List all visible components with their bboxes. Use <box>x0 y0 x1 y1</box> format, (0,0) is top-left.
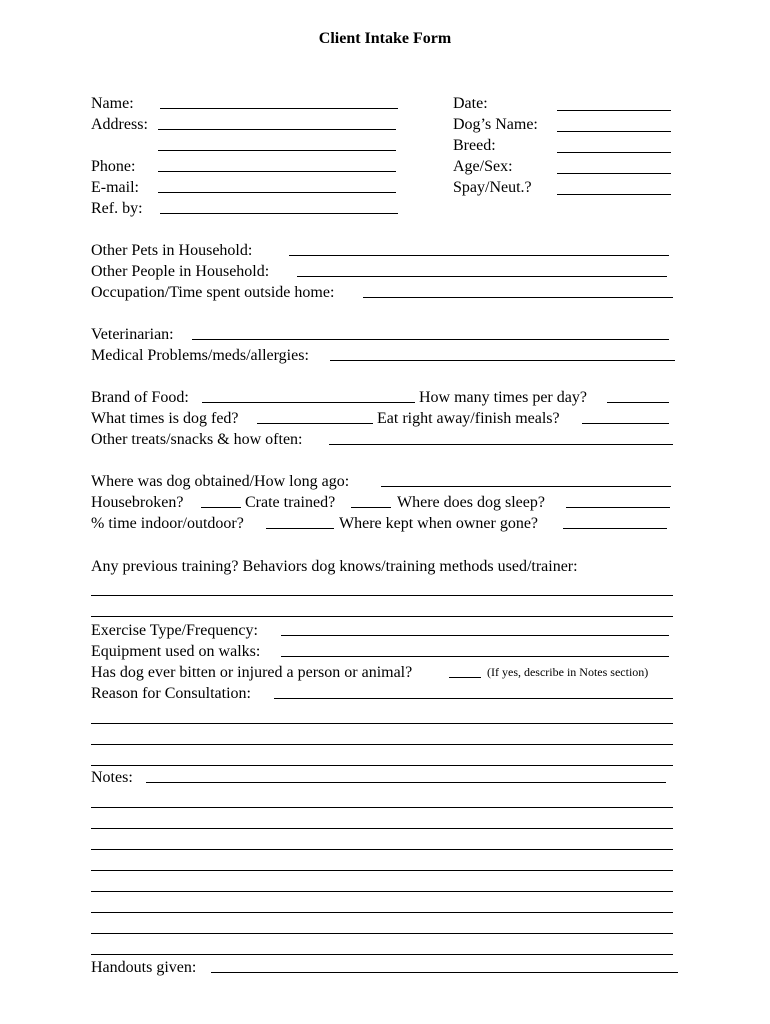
address-field-2[interactable] <box>158 135 396 151</box>
bitten-label: Has dog ever bitten or injured a person or animal? <box>91 664 413 681</box>
indoor-outdoor-label: % time indoor/outdoor? <box>91 515 244 532</box>
notes-line-6[interactable] <box>91 897 673 913</box>
sleep-field[interactable] <box>566 492 670 508</box>
obtained-label: Where was dog obtained/How long ago: <box>91 473 350 490</box>
reason-field[interactable] <box>274 683 673 699</box>
notes-line-3[interactable] <box>91 834 673 850</box>
treats-label: Other treats/snacks & how often: <box>91 431 303 448</box>
obtained-row <box>91 471 349 492</box>
veterinarian-label: Veterinarian: <box>91 326 174 343</box>
housebroken-field[interactable] <box>201 492 241 508</box>
medical-field[interactable] <box>330 345 675 361</box>
medical-row <box>91 345 309 366</box>
dog-name-field[interactable] <box>557 116 671 132</box>
other-people-row <box>91 261 269 282</box>
notes-row <box>91 767 133 788</box>
equipment-field[interactable] <box>281 641 669 657</box>
medical-label: Medical Problems/meds/allergies: <box>91 347 309 364</box>
spay-neut-label: Spay/Neut.? <box>453 179 532 196</box>
reason-line-2[interactable] <box>91 729 673 745</box>
email-row <box>91 177 139 198</box>
handouts-row <box>91 957 196 978</box>
kept-when-gone-label: Where kept when owner gone? <box>339 515 539 532</box>
kept-when-gone-field[interactable] <box>563 513 667 529</box>
reason-label: Reason for Consultation: <box>91 685 251 702</box>
exercise-field[interactable] <box>281 620 669 636</box>
handouts-field[interactable] <box>211 957 678 973</box>
age-sex-field[interactable] <box>557 158 671 174</box>
bitten-note: (If yes, describe in Notes section) <box>487 665 649 679</box>
brand-food-label: Brand of Food: <box>91 389 189 406</box>
crate-trained-field[interactable] <box>351 492 391 508</box>
phone-label: Phone: <box>91 158 136 175</box>
name-label: Name: <box>91 95 134 112</box>
veterinarian-field[interactable] <box>192 324 669 340</box>
notes-line-1[interactable] <box>91 792 673 808</box>
email-label: E-mail: <box>91 179 139 196</box>
notes-label: Notes: <box>91 769 133 786</box>
obtained-field[interactable] <box>381 471 671 487</box>
times-per-day-field[interactable] <box>607 387 669 403</box>
bitten-field[interactable] <box>449 662 481 678</box>
exercise-row <box>91 620 258 641</box>
notes-line-4[interactable] <box>91 855 673 871</box>
other-people-field[interactable] <box>297 261 667 277</box>
equipment-row <box>91 641 260 662</box>
notes-field[interactable] <box>146 767 666 783</box>
occupation-row <box>91 282 334 303</box>
indoor-row <box>91 513 539 534</box>
date-field[interactable] <box>557 95 671 111</box>
brand-food-field[interactable] <box>202 387 415 403</box>
occupation-field[interactable] <box>363 282 673 298</box>
reason-line-3[interactable] <box>91 750 673 766</box>
other-pets-field[interactable] <box>289 240 669 256</box>
treats-row <box>91 429 303 450</box>
ref-row <box>91 198 143 219</box>
notes-line-8[interactable] <box>91 939 673 955</box>
phone-field[interactable] <box>158 156 396 172</box>
ref-label: Ref. by: <box>91 200 143 217</box>
housebroken-row <box>91 492 545 513</box>
breed-field[interactable] <box>557 137 671 153</box>
food-row <box>91 387 587 408</box>
sleep-label: Where does dog sleep? <box>397 494 545 511</box>
previous-training-line-1[interactable] <box>91 580 673 596</box>
fed-row <box>91 408 560 429</box>
name-row <box>91 93 134 114</box>
address-label: Address: <box>91 116 148 133</box>
veterinarian-row <box>91 324 174 345</box>
treats-field[interactable] <box>329 429 673 445</box>
other-people-label: Other People in Household: <box>91 263 270 280</box>
date-label: Date: <box>453 95 488 112</box>
equipment-label: Equipment used on walks: <box>91 643 261 660</box>
bitten-row <box>91 662 649 683</box>
ref-field[interactable] <box>160 198 398 214</box>
reason-line-1[interactable] <box>91 708 673 724</box>
times-per-day-label: How many times per day? <box>419 389 587 406</box>
occupation-label: Occupation/Time spent outside home: <box>91 284 335 301</box>
eat-right-away-label: Eat right away/finish meals? <box>377 410 560 427</box>
spay-neut-field[interactable] <box>557 179 671 195</box>
times-fed-field[interactable] <box>257 408 373 424</box>
address-row <box>91 114 148 135</box>
breed-label: Breed: <box>453 137 496 154</box>
housebroken-label: Housebroken? <box>91 494 184 511</box>
times-fed-label: What times is dog fed? <box>91 410 239 427</box>
previous-training-row <box>91 556 578 577</box>
age-sex-label: Age/Sex: <box>453 158 513 175</box>
phone-row <box>91 156 135 177</box>
eat-right-away-field[interactable] <box>582 408 669 424</box>
notes-line-5[interactable] <box>91 876 673 892</box>
notes-line-2[interactable] <box>91 813 673 829</box>
other-pets-row <box>91 240 252 261</box>
form-title: Client Intake Form <box>318 30 452 47</box>
crate-trained-label: Crate trained? <box>245 494 336 511</box>
previous-training-label: Any previous training? Behaviors dog knows/training methods used/trainer: <box>91 558 578 575</box>
notes-line-7[interactable] <box>91 918 673 934</box>
dog-name-label: Dog’s Name: <box>453 116 538 133</box>
other-pets-label: Other Pets in Household: <box>91 242 253 259</box>
exercise-label: Exercise Type/Frequency: <box>91 622 258 639</box>
handouts-label: Handouts given: <box>91 959 197 976</box>
reason-row <box>91 683 251 704</box>
email-field[interactable] <box>158 177 396 193</box>
indoor-outdoor-field[interactable] <box>266 513 334 529</box>
address-field[interactable] <box>158 114 396 130</box>
previous-training-line-2[interactable] <box>91 601 673 617</box>
name-field[interactable] <box>160 93 398 109</box>
